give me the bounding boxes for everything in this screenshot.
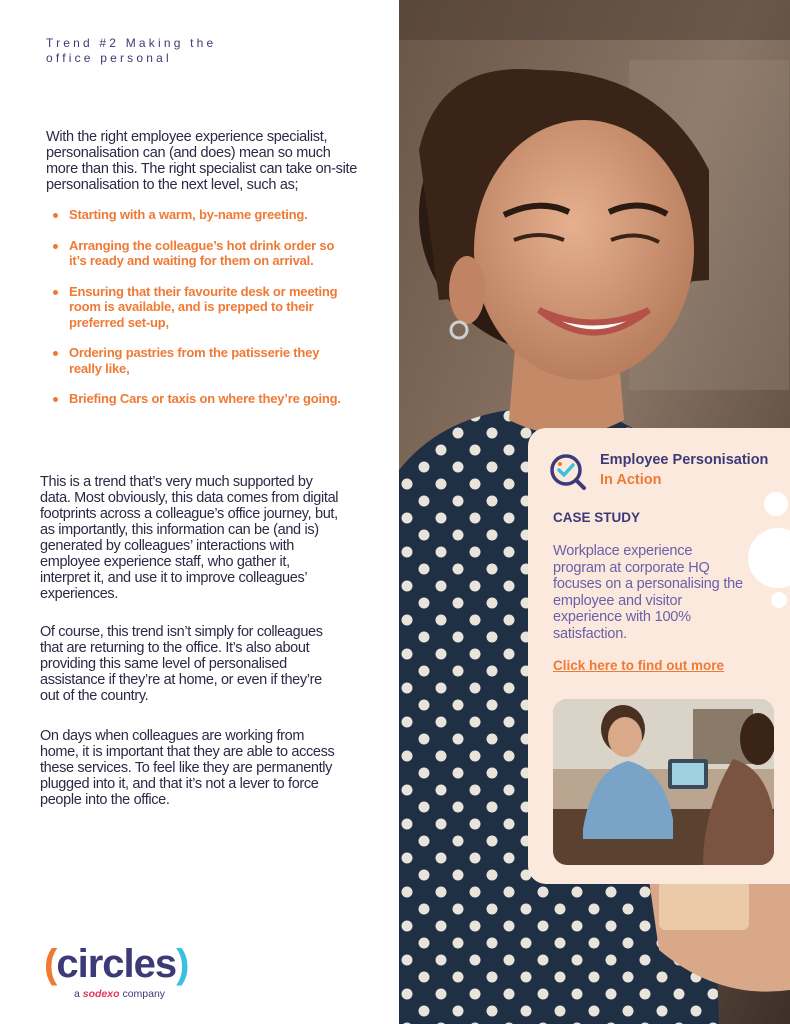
trend-heading xyxy=(46,36,216,66)
bullet-item: Arranging the colleague’s hot drink order so it’s ready and waiting for them on arrival. xyxy=(50,238,350,269)
logo-tagline-prefix: a xyxy=(74,988,80,1000)
trend-heading-line1: Trend #2 Making the xyxy=(46,36,217,50)
bullet-list xyxy=(50,207,350,422)
case-study-description: Workplace experience program at corporate HQ focuses on a personalising the employee and visitor experience with 100% satisfaction. xyxy=(553,543,743,642)
logo-tagline xyxy=(74,988,165,1000)
logo-close-paren: ) xyxy=(176,942,189,986)
circles-logo xyxy=(44,940,204,1004)
bullet-item: Ensuring that their favourite desk or meeting room is available, and is prepped to their preferred set-up, xyxy=(50,284,350,331)
card-title-line1: Employee Personisation xyxy=(600,452,769,468)
card-title-line2: In Action xyxy=(600,472,662,488)
logo-open-paren: ( xyxy=(44,942,57,986)
logo-word: circles xyxy=(56,942,177,986)
bullet-item: Ordering pastries from the patisserie they really like, xyxy=(50,345,350,376)
case-study-label: CASE STUDY xyxy=(553,510,641,525)
logo-tagline-brand: sodexo xyxy=(82,988,120,1000)
find-out-more-link[interactable]: Click here to find out more xyxy=(553,658,725,673)
search-check-icon xyxy=(548,452,588,492)
body-paragraph-access: On days when colleagues are working from home, it is important that they are able to access these services. To feel like they are permanently plugged into it, and that it’s not a lever to force people into the office. xyxy=(40,728,335,808)
case-study-card xyxy=(528,428,790,884)
decor-bubble xyxy=(748,528,790,588)
bullet-item: Briefing Cars or taxis on where they’re going. xyxy=(50,391,350,407)
decor-bubble xyxy=(771,592,787,608)
body-paragraph-home: Of course, this trend isn’t simply for colleagues that are returning to the office. It’s also about providing this same level of personalised assistance if they’re at home, or even if they’re out of the country. xyxy=(40,624,323,704)
intro-paragraph: With the right employee experience specialist, personalisation can (and does) mean so much more than this. The right specialist can take on-site personalisation to the next level, such as; xyxy=(46,129,358,193)
case-study-illustration xyxy=(553,699,774,865)
body-paragraph-data: This is a trend that’s very much supported by data. Most obviously, this data comes from digital footprints across a colleague’s office journey, but, as importantly, this information can be (and is) generated by colleagues’ interactions with employee experience staff, who gather it, interpret it, and use it to improve colleagues’ experiences. xyxy=(40,474,339,602)
decor-bubble xyxy=(764,492,788,516)
logo-wordmark xyxy=(44,940,188,988)
trend-heading-line2: office personal xyxy=(46,51,172,65)
card-title xyxy=(600,450,768,490)
case-study-photo xyxy=(553,699,774,865)
bullet-item: Starting with a warm, by-name greeting. xyxy=(50,207,350,223)
logo-tagline-suffix: company xyxy=(122,988,166,1000)
